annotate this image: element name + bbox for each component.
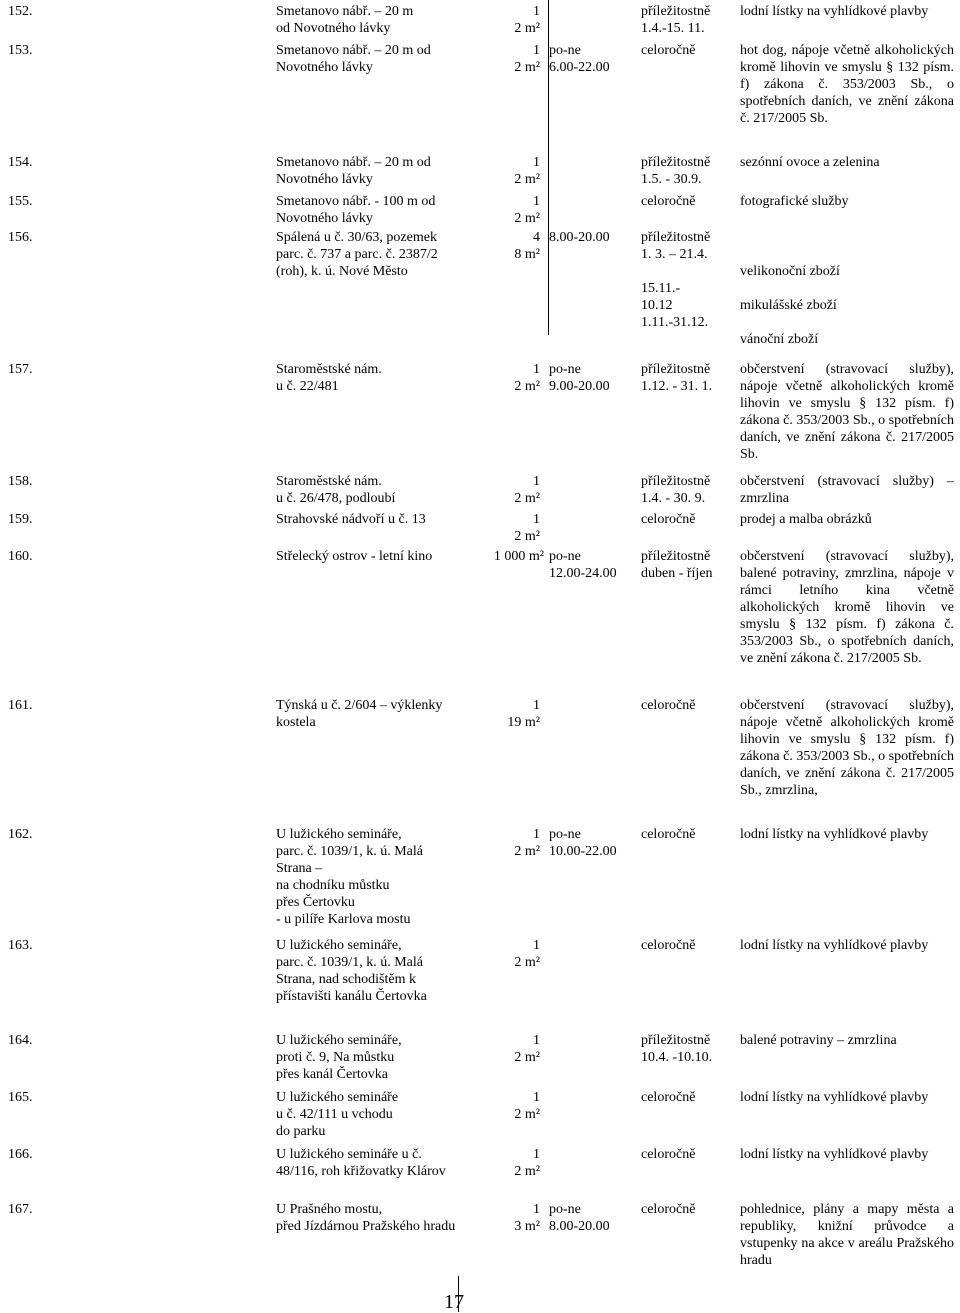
row-number: 163. [8,938,33,953]
location: Smetanovo nábř. – 20 m od Novotného lávky [276,155,431,187]
stand-count-area: 1 2 m² [514,43,540,75]
goods: lodní lístky na vyhlídkové plavby [740,1147,929,1162]
period: příležitostně duben - říjen [641,549,713,581]
period: příležitostně 1. 3. – 21.4. 15.11.- 10.12 1.11.-31.12. [641,230,711,330]
location: Smetanovo nábř. – 20 m od Novotného lávky [276,43,431,75]
row-number: 160. [8,549,33,564]
stand-count-area: 1 2 m² [514,362,540,394]
row-number: 153. [8,43,33,58]
location: Střelecký ostrov - letní kino [276,549,433,564]
location: U lužického semináře, parc. č. 1039/1, k. ú. Malá Strana, nad schodištěm k přístavišti kanálu Čertovka [276,938,427,1004]
opening-hours: po-ne 12.00-24.00 [549,549,617,581]
period: příležitostně 1.4. - 30. 9. [641,474,711,506]
goods: občerstvení (stravovací služby), nápoje včetně alkoholických kromě lihovin ve smyslu § 132 písm. f) zákona č. 353/2003 Sb., o spotřebních daních, ve znění zákona č. 217/2005 Sb., zmrzlina, [740,698,954,798]
period: příležitostně 1.4.-15. 11. [641,4,711,36]
location: U lužického semináře, proti č. 9, Na můstku přes kanál Čertovka [276,1033,402,1082]
opening-hours: po-ne 10.00-22.00 [549,827,617,859]
row-number: 164. [8,1033,33,1048]
stand-count-area: 1 2 m² [514,4,540,36]
location: Strahovské nádvoří u č. 13 [276,512,426,527]
row-number: 161. [8,698,33,713]
location: Smetanovo nábř. - 100 m od Novotného lávky [276,194,436,226]
location: U Prašného mostu, před Jízdárnou Pražského hradu [276,1202,456,1234]
goods: prodej a malba obrázků [740,512,872,527]
goods: občerstvení (stravovací služby), balené potraviny, zmrzlina, nápoje v rámci letního kina včetně alkoholických kromě lihovin ve smyslu § 132 písm. f) zákona č. 353/2003 Sb., o spotřebních daních, ve znění zákona č. 217/2005 Sb. [740,549,954,666]
stand-count-area: 1 2 m² [514,1147,540,1179]
row-number: 155. [8,194,33,209]
location: U lužického semináře u č. 42/111 u vchodu do parku [276,1090,399,1139]
period: příležitostně 1.12. - 31. 1. [641,362,713,394]
row-number: 162. [8,827,33,842]
row-number: 165. [8,1090,33,1105]
period: celoročně [641,1202,696,1217]
goods: sezónní ovoce a zelenina [740,155,880,170]
goods: lodní lístky na vyhlídkové plavby [740,1090,929,1105]
goods: lodní lístky na vyhlídkové plavby [740,938,929,953]
stand-count-area: 1 2 m² [514,827,540,859]
location: Smetanovo nábř. – 20 m od Novotného lávky [276,4,414,36]
period: celoročně [641,1147,696,1162]
location: Staroměstské nám. u č. 22/481 [276,362,382,394]
location: Spálená u č. 30/63, pozemek parc. č. 737 a parc. č. 2387/2 (roh), k. ú. Nové Město [276,230,438,279]
row-number: 154. [8,155,33,170]
opening-hours: po-ne 8.00-20.00 [549,1202,610,1234]
period: celoročně [641,43,696,58]
goods: balené potraviny – zmrzlina [740,1033,897,1048]
stand-count-area: 1 2 m² [514,1090,540,1122]
page-number: 17 [444,1291,464,1313]
row-number: 167. [8,1202,33,1217]
row-number: 152. [8,4,33,19]
goods: hot dog, nápoje včetně alkoholických kromě lihovin ve smyslu § 132 písm. f) zákona č. 353/2003 Sb., o spotřebních daních, ve znění zákona č. 217/2005 Sb. [740,43,954,126]
stand-count-area: 1 2 m² [514,938,540,970]
stand-count-area: 1 2 m² [514,1033,540,1065]
period: celoročně [641,512,696,527]
stand-count-area: 1 19 m² [507,698,540,730]
goods: velikonoční zboží mikulášské zboží vánoční zboží [740,264,840,347]
stand-count-area: 1 3 m² [514,1202,540,1234]
opening-hours: po-ne 6.00-22.00 [549,43,610,75]
goods: pohlednice, plány a mapy města a republiky, knižní průvodce a vstupenky na akce v areálu Pražského hradu [740,1202,954,1268]
location: U lužického semináře, parc. č. 1039/1, k. ú. Malá Strana – na chodníku můstku přes Čertovku - u pilíře Karlova mostu [276,827,423,927]
stand-count-area: 1 2 m² [514,155,540,187]
stand-count-area: 4 8 m² [514,230,540,262]
row-number: 157. [8,362,33,377]
stand-count-area: 1 000 m² [493,549,544,564]
stand-count-area: 1 2 m² [514,512,540,544]
period: celoročně [641,698,696,713]
row-number: 156. [8,230,33,245]
location: U lužického semináře u č. 48/116, roh křižovatky Klárov [276,1147,446,1179]
stand-count-area: 1 2 m² [514,194,540,226]
period: příležitostně 10.4. -10.10. [641,1033,713,1065]
goods: občerstvení (stravovací služby), nápoje včetně alkoholických kromě lihovin ve smyslu § 132 písm. f) zákona č. 353/2003 Sb., o spotřebních daních, ve znění zákona č. 217/2005 Sb. [740,362,954,462]
stand-count-area: 1 2 m² [514,474,540,506]
location: Týnská u č. 2/604 – výklenky kostela [276,698,443,730]
row-number: 166. [8,1147,33,1162]
opening-hours: 8.00-20.00 [549,230,610,245]
location: Staroměstské nám. u č. 26/478, podloubí [276,474,396,506]
opening-hours: po-ne 9.00-20.00 [549,362,610,394]
period: celoročně [641,1090,696,1105]
goods: lodní lístky na vyhlídkové plavby [740,4,929,19]
period: celoročně [641,194,696,209]
row-number: 158. [8,474,33,489]
goods: lodní lístky na vyhlídkové plavby [740,827,929,842]
goods: fotografické služby [740,194,849,209]
period: celoročně [641,827,696,842]
period: celoročně [641,938,696,953]
row-number: 159. [8,512,33,527]
goods: občerstvení (stravovací služby) – zmrzlina [740,474,954,506]
period: příležitostně 1.5. - 30.9. [641,155,711,187]
